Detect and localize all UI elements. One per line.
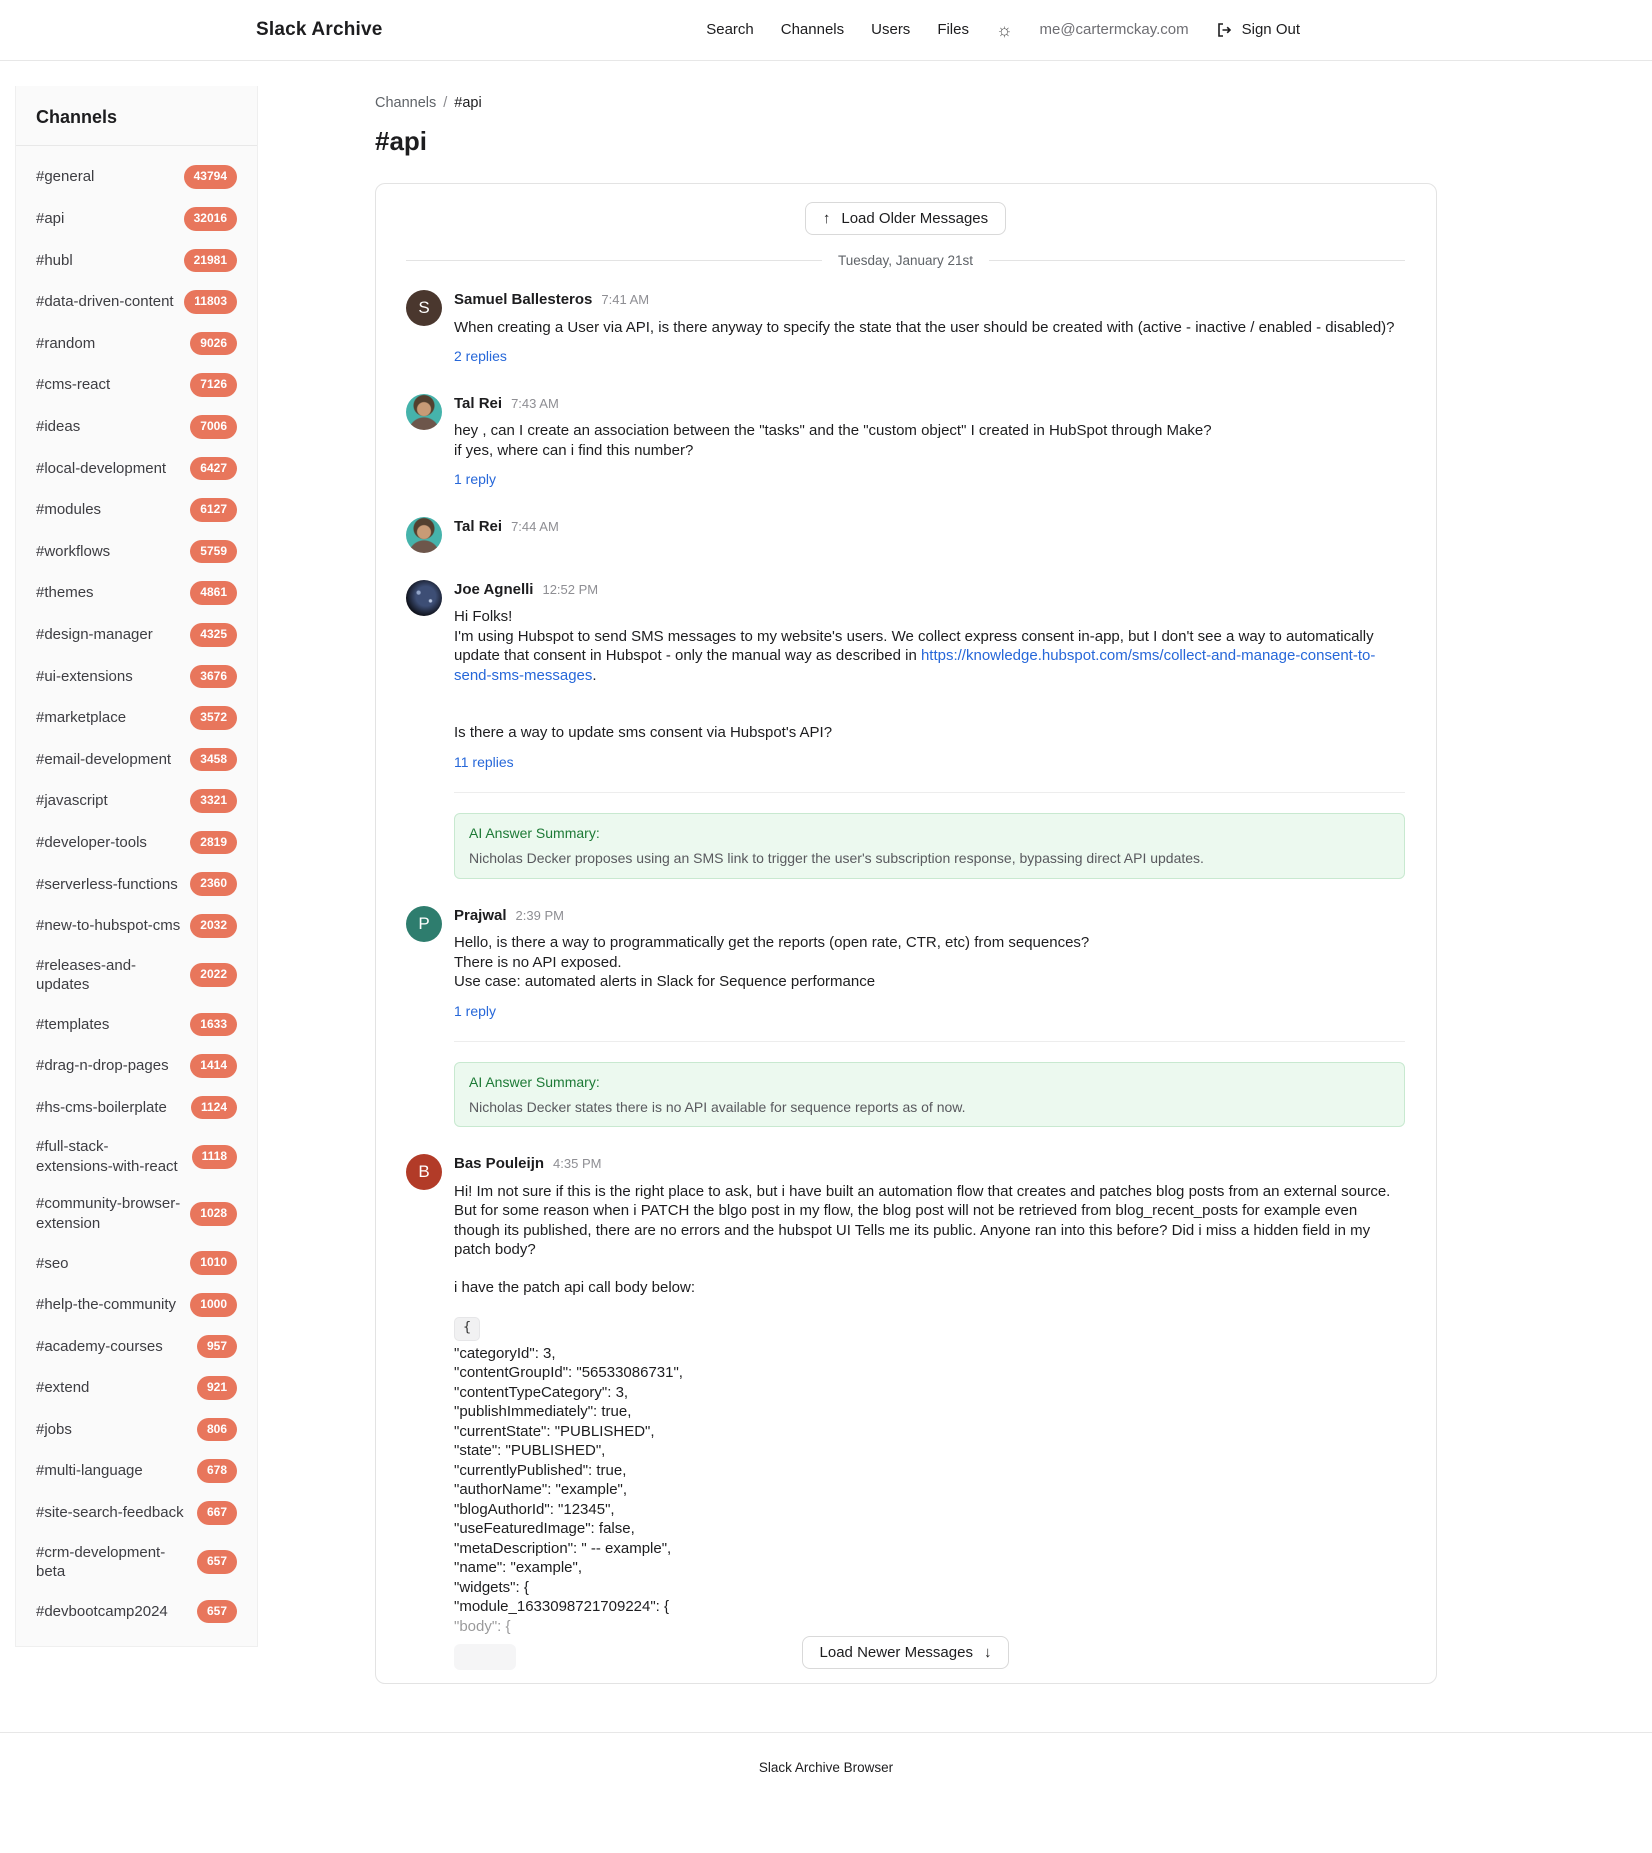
channel-count-badge: 2022 (190, 963, 237, 987)
message-content (454, 517, 1405, 553)
message-header (454, 906, 1405, 926)
nav-link-files[interactable]: Files (937, 21, 969, 39)
channel-name: #templates (36, 1015, 110, 1033)
message-text: "publishImmediately": true, (454, 1403, 632, 1421)
ai-answer-text: Nicholas Decker proposes using an SMS link to trigger the user's subscription response, bypassing direct API updates. (469, 850, 1204, 867)
user-email: me@cartermckay.com (1039, 21, 1189, 39)
channel-count-badge: 667 (197, 1501, 237, 1525)
arrow-down-icon: ↓ (983, 1644, 992, 1662)
avatar (406, 580, 442, 616)
sidebar-item-community-browser-extension[interactable] (26, 1185, 247, 1242)
message-text: Use case: automated alerts in Slack for Sequence performance (454, 973, 876, 991)
channel-count-badge: 678 (197, 1459, 237, 1483)
channel-count-badge: 1000 (190, 1293, 237, 1317)
author-name: Prajwal (454, 906, 507, 924)
sidebar-item-multi-language[interactable] (26, 1450, 247, 1492)
sidebar-item-templates[interactable] (26, 1004, 247, 1046)
channel-name: #serverless-functions (36, 875, 178, 893)
message (406, 394, 1405, 490)
message-text: hey , can I create an association between the "tasks" and the "custom object" I created in HubSpot through Make? (454, 422, 1212, 440)
channel-name: #crm-development-beta (36, 1543, 166, 1581)
message-text: "metaDescription": " -- example", (454, 1539, 672, 1557)
author-name: Joe Agnelli (454, 580, 534, 598)
sidebar-item-javascript[interactable] (26, 780, 247, 822)
ai-answer-summary (454, 1041, 1405, 1127)
channel-count-badge: 11803 (184, 290, 237, 314)
sidebar-item-marketplace[interactable] (26, 697, 247, 739)
channel-count-badge: 4861 (190, 581, 237, 605)
channel-count-badge: 657 (197, 1550, 237, 1574)
message (406, 517, 1405, 553)
channel-count-badge: 806 (197, 1418, 237, 1442)
channel-name: #workflows (36, 542, 111, 560)
channel-name: #hs-cms-boilerplate (36, 1098, 167, 1116)
channel-name: #academy-courses (36, 1337, 163, 1355)
load-older-label: Load Older Messages (841, 209, 989, 227)
message-body (454, 607, 1405, 743)
channel-count-badge: 921 (197, 1376, 237, 1400)
sidebar-item-jobs[interactable] (26, 1409, 247, 1451)
timestamp: 7:43 AM (511, 395, 559, 411)
sign-out-label: Sign Out (1241, 21, 1300, 39)
sidebar-item-developer-tools[interactable] (26, 822, 247, 864)
channel-name: #themes (36, 584, 94, 602)
sidebar-item-devbootcamp2024[interactable] (26, 1591, 247, 1633)
timestamp: 2:39 PM (515, 907, 564, 923)
message-text: "body": { (454, 1617, 511, 1635)
date-divider-label: Tuesday, January 21st (837, 252, 974, 268)
sidebar-item-modules[interactable] (26, 489, 247, 531)
main-content (258, 61, 1652, 1684)
message-header (454, 394, 1405, 414)
avatar (406, 394, 442, 430)
footer-text: Slack Archive Browser (758, 1760, 894, 1776)
avatar: S (406, 290, 442, 326)
message-body (454, 1182, 1405, 1671)
breadcrumb (375, 94, 1437, 113)
message-text: "blogAuthorId": "12345", (454, 1500, 615, 1518)
spacer (454, 1297, 1405, 1315)
app-title: Slack Archive (256, 18, 383, 40)
sidebar-item-help-the-community[interactable] (26, 1284, 247, 1326)
channel-name: #drag-n-drop-pages (36, 1057, 169, 1075)
channel-count-badge: 6427 (190, 457, 237, 481)
message-text: "contentTypeCategory": 3, (454, 1383, 629, 1401)
channel-count-badge: 3458 (190, 748, 237, 772)
channel-count-badge: 2032 (190, 914, 237, 938)
channel-count-badge: 6127 (190, 498, 237, 522)
ai-answer-title: AI Answer Summary: (469, 825, 600, 842)
channel-name: #general (36, 168, 95, 186)
avatar: P (406, 906, 442, 942)
channels-sidebar (15, 86, 258, 1647)
page-footer (0, 1732, 1652, 1853)
message-text: "module_1633098721709224": { (454, 1598, 670, 1616)
sidebar-item-extend[interactable] (26, 1367, 247, 1409)
timestamp: 4:35 PM (553, 1156, 602, 1172)
sidebar-item-themes[interactable] (26, 572, 247, 614)
avatar: B (406, 1154, 442, 1190)
channel-name: #email-development (36, 750, 172, 768)
channel-name: #community-browser-extension (36, 1195, 181, 1232)
breadcrumb-separator: / (443, 95, 448, 111)
message-header (454, 517, 1405, 537)
message-header (454, 1154, 1405, 1174)
sidebar-item-serverless-functions[interactable] (26, 863, 247, 905)
message-text: "widgets": { (454, 1578, 529, 1596)
divider-line (406, 260, 822, 261)
message-content (454, 906, 1405, 1128)
channel-count-badge: 3572 (190, 706, 237, 730)
arrow-up-icon: ↑ (822, 209, 831, 227)
channel-name: #full-stack-extensions-with-react (36, 1138, 178, 1175)
message (406, 580, 1405, 879)
channel-count-badge: 9026 (190, 332, 237, 356)
message-text: Hi! Im not sure if this is the right place to ask, but i have built an automation flow that creates and patches blog posts from an external source. But for some reason when i PATCH the blgo post in my flow, the blog post will not be retrieved from blog_recent_posts for example even though its published, there are no errors and the hubspot UI Tells me its public. Anyone ran into this before? Did i miss a hidden field in my patch body? (454, 1182, 1391, 1259)
divider-line (989, 260, 1405, 261)
message-text: "categoryId": 3, (454, 1344, 556, 1362)
message-text: "useFeaturedImage": false, (454, 1520, 635, 1538)
message-text: "authorName": "example", (454, 1481, 628, 1499)
channel-count-badge: 2819 (190, 831, 237, 855)
message-content (454, 580, 1405, 879)
message-text: Hello, is there a way to programmatically get the reports (open rate, CTR, etc) from sequences? (454, 934, 1090, 952)
channel-name: #ideas (36, 418, 81, 435)
channel-count-badge: 4325 (190, 623, 237, 647)
channel-count-badge: 1124 (191, 1096, 237, 1120)
sidebar-item-site-search-feedback[interactable] (26, 1492, 247, 1534)
top-navbar (0, 0, 1652, 61)
load-newer-messages-button[interactable] (802, 1636, 1010, 1669)
theme-toggle-sun-icon[interactable]: ☼ (995, 20, 1013, 40)
channel-count-badge: 957 (197, 1335, 237, 1359)
channel-name: #api (36, 210, 65, 228)
channel-count-badge: 2360 (190, 872, 237, 896)
message-text: I'm using Hubspot to send SMS messages to my website's users. We collect express consent in-app, but I don't see a way to automatically update that consent in Hubspot - only the manual way as described in https://knowledge.hubspot.com/sms/collect-and-manage-consent-to-send-sms-messages. (454, 627, 1376, 684)
channel-name: #new-to-hubspot-cms (36, 917, 181, 935)
avatar (406, 517, 442, 553)
sidebar-item-seo[interactable] (26, 1242, 247, 1284)
code-block-line (454, 1315, 1405, 1344)
channel-name: #data-driven-content (36, 293, 174, 311)
sidebar-item-design-manager[interactable] (26, 614, 247, 656)
channel-count-badge: 32016 (184, 207, 237, 231)
channel-count-badge: 657 (197, 1600, 237, 1624)
message-text: "state": "PUBLISHED", (454, 1442, 606, 1460)
channel-name: #ui-extensions (36, 667, 133, 685)
sidebar-item-ideas[interactable] (26, 406, 247, 448)
channel-count-badge: 7006 (190, 415, 237, 439)
channel-name: #modules (36, 501, 102, 519)
replies-link[interactable]: 11 replies (454, 753, 514, 770)
channel-count-badge: 21981 (184, 249, 237, 273)
message-text: "name": "example", (454, 1559, 583, 1577)
message-text: There is no API exposed. (454, 953, 622, 971)
date-divider (406, 252, 1405, 270)
author-name: Samuel Ballesteros (454, 291, 593, 309)
channel-count-badge: 1633 (190, 1013, 237, 1037)
nav-link-users[interactable]: Users (871, 21, 911, 39)
message-body (454, 421, 1405, 460)
nav-link-search[interactable]: Search (706, 21, 754, 39)
message-text: "currentState": "PUBLISHED", (454, 1422, 655, 1440)
message-content (454, 290, 1405, 367)
message (406, 906, 1405, 1128)
sidebar-item-random[interactable] (26, 323, 247, 365)
breadcrumb-current: #api (454, 95, 482, 111)
sidebar-item-api[interactable] (26, 198, 247, 240)
channel-name: #hubl (36, 251, 73, 269)
channel-name: #jobs (36, 1420, 72, 1438)
message-header (454, 580, 1405, 600)
message-body (454, 933, 1405, 992)
channel-name: #multi-language (36, 1462, 143, 1480)
message-content (454, 1154, 1405, 1670)
channel-name: #cms-react (36, 376, 111, 394)
replies-link[interactable]: 1 reply (454, 1002, 497, 1019)
channel-name: #marketplace (36, 709, 127, 727)
channel-list (16, 146, 257, 1646)
message-list (406, 290, 1405, 1670)
message-text: "contentGroupId": "56533086731", (454, 1364, 683, 1382)
message-text: "currentlyPublished": true, (454, 1461, 627, 1479)
channel-count-badge: 1010 (190, 1251, 237, 1275)
nav-link-channels[interactable]: Channels (780, 21, 845, 39)
channel-name: #devbootcamp2024 (36, 1602, 168, 1620)
channel-name: #site-search-feedback (36, 1504, 184, 1522)
sidebar-item-drag-n-drop-pages[interactable] (26, 1045, 247, 1087)
spacer (454, 1260, 1405, 1278)
page-title: #api (375, 125, 428, 156)
channel-name: #releases-and-updates (36, 956, 137, 994)
channel-name: #design-manager (36, 625, 153, 643)
replies-link[interactable]: 1 reply (454, 471, 497, 488)
channel-name: #help-the-community (36, 1296, 177, 1314)
messages-card (375, 183, 1437, 1685)
channel-name: #random (36, 334, 96, 352)
channel-count-badge: 1414 (190, 1054, 237, 1078)
channel-count-badge: 43794 (184, 165, 237, 189)
replies-link[interactable]: 2 replies (454, 348, 507, 365)
load-older-messages-button[interactable] (805, 202, 1006, 235)
sidebar-item-crm-development-beta[interactable] (26, 1534, 247, 1591)
message-text: if yes, where can i find this number? (454, 441, 694, 459)
sidebar-item-hubl[interactable] (26, 240, 247, 282)
sidebar-item-full-stack-extensions-with-react[interactable] (26, 1128, 247, 1185)
sidebar-item-email-development[interactable] (26, 739, 247, 781)
timestamp: 12:52 PM (542, 581, 599, 597)
message-text: Is there a way to update sms consent via Hubspot's API? (454, 724, 833, 742)
breadcrumb-channels-link[interactable]: Channels (375, 95, 437, 111)
sidebar-item-workflows[interactable] (26, 531, 247, 573)
channel-count-badge: 3676 (190, 665, 237, 689)
author-name: Bas Pouleijn (454, 1155, 545, 1173)
message-text: When creating a User via API, is there anyway to specify the state that the user should be created with (active - inactive / enabled - disabled)? (454, 318, 1395, 336)
channel-count-badge: 3321 (190, 789, 237, 813)
channel-count-badge: 1118 (192, 1145, 237, 1169)
channel-name: #developer-tools (36, 833, 147, 851)
message-text: i have the patch api call body below: (454, 1278, 695, 1296)
inline-code: { (454, 1317, 480, 1341)
message (406, 1154, 1405, 1670)
timestamp: 7:44 AM (511, 518, 559, 534)
ai-answer-text: Nicholas Decker states there is no API available for sequence reports as of now. (469, 1099, 966, 1116)
sidebar-item-general[interactable] (26, 156, 247, 198)
ai-answer-box (454, 1062, 1405, 1127)
channel-name: #extend (36, 1379, 90, 1397)
header-nav (706, 20, 1300, 40)
sidebar-item-hs-cms-boilerplate[interactable] (26, 1087, 247, 1129)
message-text: Hi Folks! (454, 608, 513, 626)
sidebar-item-cms-react[interactable] (26, 364, 247, 406)
message (406, 290, 1405, 367)
message-body (454, 318, 1405, 338)
sidebar-item-academy-courses[interactable] (26, 1326, 247, 1368)
sidebar-item-new-to-hubspot-cms[interactable] (26, 905, 247, 947)
ai-answer-summary (454, 792, 1405, 878)
sidebar-item-releases-and-updates[interactable] (26, 947, 247, 1004)
load-newer-label: Load Newer Messages (819, 1644, 973, 1662)
ai-answer-title: AI Answer Summary: (469, 1074, 600, 1091)
sidebar-item-local-development[interactable] (26, 448, 247, 490)
ai-answer-box (454, 813, 1405, 878)
author-name: Tal Rei (454, 394, 503, 412)
sign-out-button[interactable] (1216, 20, 1300, 40)
channel-name: #javascript (36, 792, 108, 810)
channel-name: #seo (36, 1254, 69, 1272)
sign-out-icon (1216, 22, 1232, 38)
channel-count-badge: 7126 (190, 373, 237, 397)
spacer (454, 685, 1405, 723)
sidebar-item-ui-extensions[interactable] (26, 656, 247, 698)
channel-count-badge: 5759 (190, 540, 237, 564)
message-link[interactable]: https://knowledge.hubspot.com/sms/collect-and-manage-consent-to-send-sms-messages (454, 647, 1376, 684)
channel-name: #local-development (36, 459, 167, 477)
sidebar-item-data-driven-content[interactable] (26, 281, 247, 323)
timestamp: 7:41 AM (601, 292, 650, 308)
message-content (454, 394, 1405, 490)
message-header (454, 290, 1405, 310)
channel-count-badge: 1028 (190, 1202, 237, 1226)
sidebar-title: Channels (16, 86, 257, 146)
author-name: Tal Rei (454, 517, 503, 535)
